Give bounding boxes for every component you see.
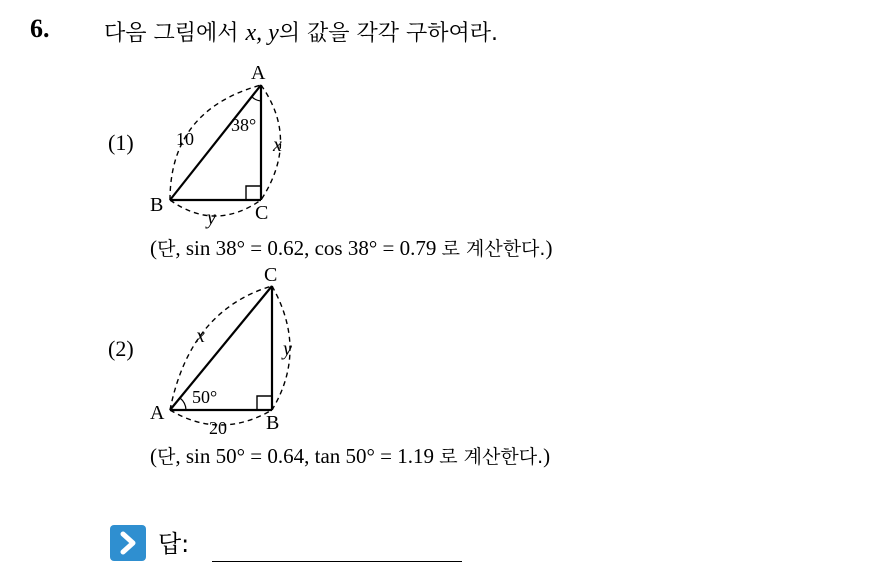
problem1-vertex-b: B xyxy=(150,194,164,216)
problem2-angle-label: 50° xyxy=(192,387,218,407)
question-text-after: 의 값을 각각 구하여라. xyxy=(278,21,499,46)
problem1-note-tail: 로 계산한다. xyxy=(441,238,546,260)
problem1-angle-label: 38° xyxy=(231,115,257,135)
problem1-vertex-c: C xyxy=(255,202,269,224)
problem2-note-math: , sin 50° = 0.64, tan 50° = 1.19 xyxy=(175,444,435,468)
problem2-angle-arc xyxy=(180,398,186,410)
problem2-right-angle-mark xyxy=(257,396,272,410)
problem2-note-dan: 단 xyxy=(157,446,176,468)
problem1-vertex-a: A xyxy=(251,62,266,84)
problem2-note-open: ( xyxy=(150,444,157,468)
problem1-var-x: x xyxy=(273,134,282,156)
problem1-note-math: , sin 38° = 0.62, cos 38° = 0.79 xyxy=(175,236,437,260)
problem1-note-dan: 단 xyxy=(157,238,176,260)
problem1-note-close: ) xyxy=(545,236,553,260)
question-math: x, y xyxy=(245,20,279,46)
question-number: 6. xyxy=(30,14,50,43)
problem2-vertex-b: B xyxy=(266,412,280,434)
answer-label: 답: xyxy=(158,530,190,558)
problem2-side-ac xyxy=(170,286,272,410)
problem2-base-length: 20 xyxy=(209,418,227,438)
problem2-label: (2) xyxy=(108,336,134,361)
answer-input-line[interactable] xyxy=(212,561,462,562)
problem2-var-x: x xyxy=(196,325,205,347)
problem2-note-close: ) xyxy=(543,444,551,468)
problem2-vertex-a: A xyxy=(150,402,165,424)
problem2-note-tail: 로 계산한다. xyxy=(439,446,544,468)
chevron-right-icon xyxy=(110,525,146,561)
problem1-var-y: y xyxy=(207,207,216,229)
problem2-note xyxy=(150,442,550,469)
question-text-before: 다음 그림에서 xyxy=(104,21,246,46)
problem1-hypotenuse-length: 10 xyxy=(176,129,194,149)
problem2-vertex-c: C xyxy=(264,264,278,286)
problem2-var-y: y xyxy=(283,338,292,360)
problem1-label: (1) xyxy=(108,130,134,155)
problem1-note-open: ( xyxy=(150,236,157,260)
